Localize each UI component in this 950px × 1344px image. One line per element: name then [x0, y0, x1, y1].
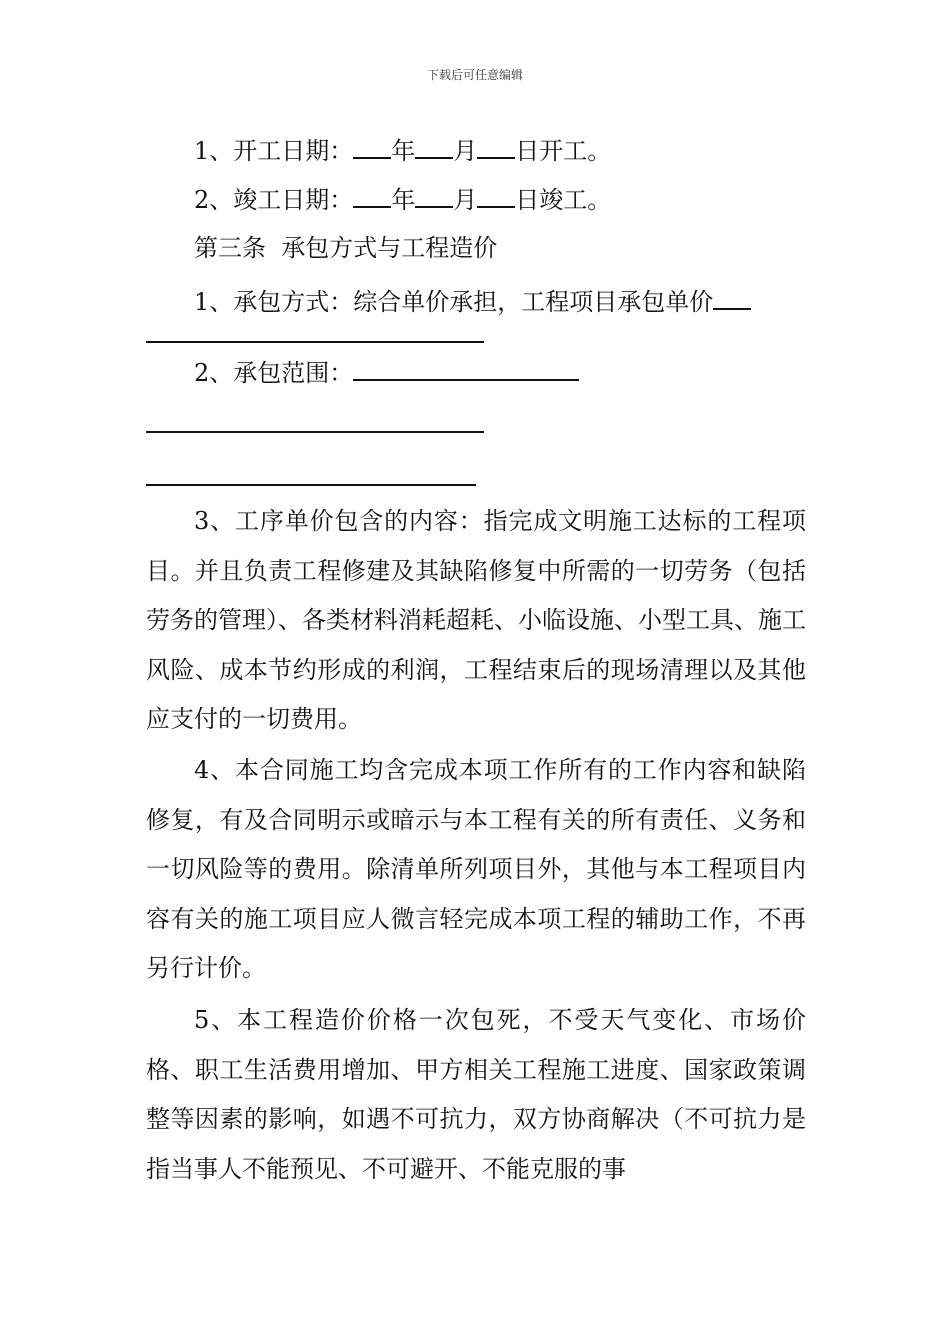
end-date-suffix: 日竣工。: [515, 186, 612, 214]
start-year-unit: 年: [391, 137, 416, 165]
article-3-heading: 第三条 承包方式与工程造价: [194, 234, 498, 262]
clause-4-paragraph: 4、本合同施工均含完成本项工作所有的工作内容和缺陷修复，有及合同明示或暗示与本工程有关的所有责任、义务和一切风险等的费用。除清单所列项目外，其他与本工程项目内容有关的施工项目应人微言轻完成本项工程的辅助工作，不再另行计价。: [146, 756, 806, 982]
scope-blank[interactable]: [353, 357, 579, 381]
start-date-suffix: 日开工。: [515, 137, 612, 165]
unit-price-blank-line[interactable]: [146, 341, 484, 343]
scope-blank-line-2[interactable]: [146, 431, 484, 433]
start-date-label: 1、开工日期：: [194, 137, 354, 165]
clause-1-line: [194, 286, 751, 317]
start-month-blank[interactable]: [415, 135, 453, 159]
end-day-blank[interactable]: [477, 184, 515, 208]
end-month-unit: 月: [453, 186, 478, 214]
end-date-line: [194, 184, 611, 215]
end-year-unit: 年: [391, 186, 416, 214]
scope-blank-line-3[interactable]: [146, 484, 476, 486]
start-date-line: [194, 135, 611, 166]
start-day-blank[interactable]: [477, 135, 515, 159]
start-year-blank[interactable]: [353, 135, 391, 159]
clause-2-line: [194, 357, 579, 388]
clause-5-paragraph: 5、本工程造价价格一次包死，不受天气变化、市场价格、职工生活费用增加、甲方相关工程施工进度、国家政策调整等因素的影响，如遇不可抗力，双方协商解决（不可抗力是指当事人不能预见、不可避开、不能克服的事: [146, 1006, 806, 1183]
end-date-label: 2、竣工日期：: [194, 186, 354, 214]
end-month-blank[interactable]: [415, 184, 453, 208]
end-year-blank[interactable]: [353, 184, 391, 208]
clause-1-text: 1、承包方式：综合单价承担，工程项目承包单价: [194, 288, 714, 316]
clause-2-text: 2、承包范围：: [194, 359, 354, 387]
start-month-unit: 月: [453, 137, 478, 165]
clause-3-paragraph: 3、工序单价包含的内容：指完成文明施工达标的工程项目。并且负责工程修建及其缺陷修复中所需的一切劳务（包括劳务的管理）、各类材料消耗超耗、小临设施、小型工具、施工风险、成本节约形成的利润，工程结束后的现场清理以及其他应支付的一切费用。: [146, 507, 806, 733]
page-header-note: 下载后可任意编辑: [426, 68, 523, 82]
unit-price-blank[interactable]: [713, 286, 751, 310]
